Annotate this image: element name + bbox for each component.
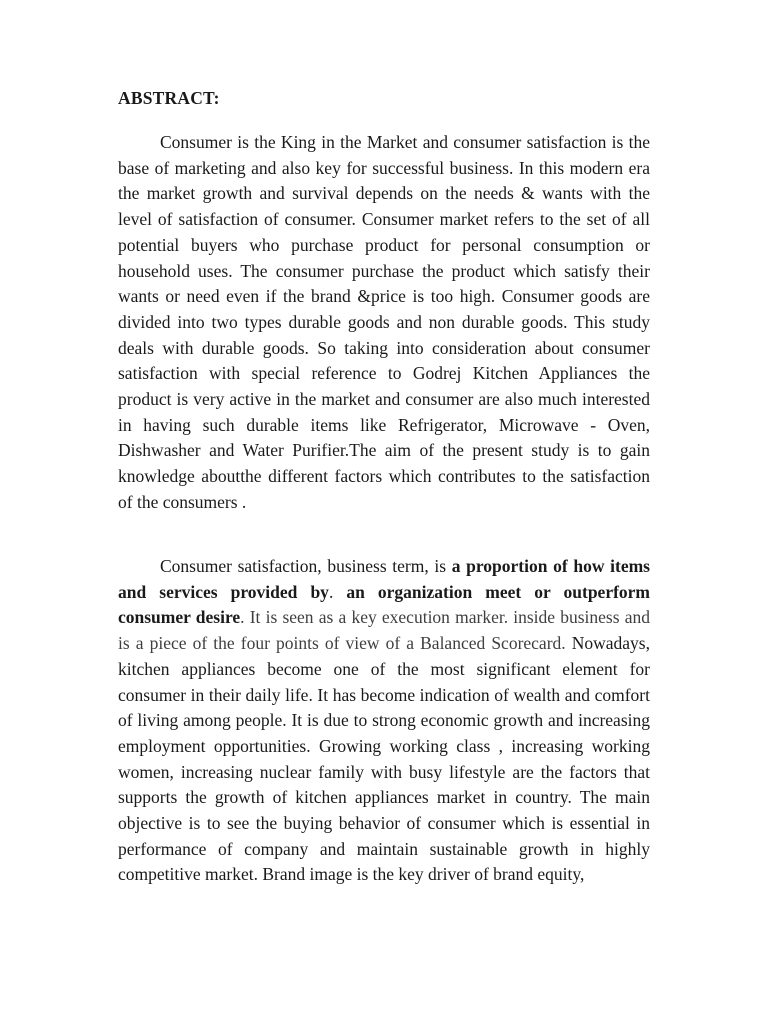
bold-definition-part-1: a proportion of how items and services provided by	[118, 556, 650, 602]
abstract-paragraph-2	[118, 554, 650, 888]
paragraph-2-marker-sentence: . It is seen as a key execution marker. inside business and is a piece of the four points of view of a Balanced Scorecard.	[118, 607, 651, 654]
paragraph-2-intro: Consumer satisfaction, business term, is	[160, 556, 452, 576]
bold-definition-part-2: an organization meet or outperform consumer desire	[118, 581, 651, 628]
abstract-heading: ABSTRACT:	[118, 88, 220, 108]
paragraph-2-separator: .	[328, 581, 347, 602]
abstract-paragraph-1: Consumer is the King in the Market and consumer satisfaction is the base of marketing and also key for successful business. In this modern era the market growth and survival depends on the needs & wants with the level of satisfaction of consumer. Consumer market refers to the set of all potential buyers who purchase product for personal consumption or household uses. The consumer purchase the product which satisfy their wants or need even if the brand &price is too high. Consumer goods are divided into two types durable goods and non durable goods. This study deals with durable goods. So taking into consideration about consumer satisfaction with special reference to Godrej Kitchen Appliances the product is very active in the market and consumer are also much interested in having such durable items like Refrigerator, Microwave - Oven, Dishwasher and Water Purifier.The aim of the present study is to gain knowledge aboutthe different factors which contributes to the satisfaction of the consumers .	[118, 132, 650, 512]
paragraph-2-body: Nowadays, kitchen appliances become one of the most significant element for consumer in their daily life. It has become indication of wealth and comfort of living among people. It is due to strong economic growth and increasing employment opportunities. Growing working class , increasing working women, increasing nuclear family with busy lifestyle are the factors that supports the growth of kitchen appliances market in country. The main objective is to see the buying behavior of consumer which is essential in performance of company and maintain sustainable growth in highly competitive market. Brand image is the key driver of brand equity,	[118, 633, 650, 885]
